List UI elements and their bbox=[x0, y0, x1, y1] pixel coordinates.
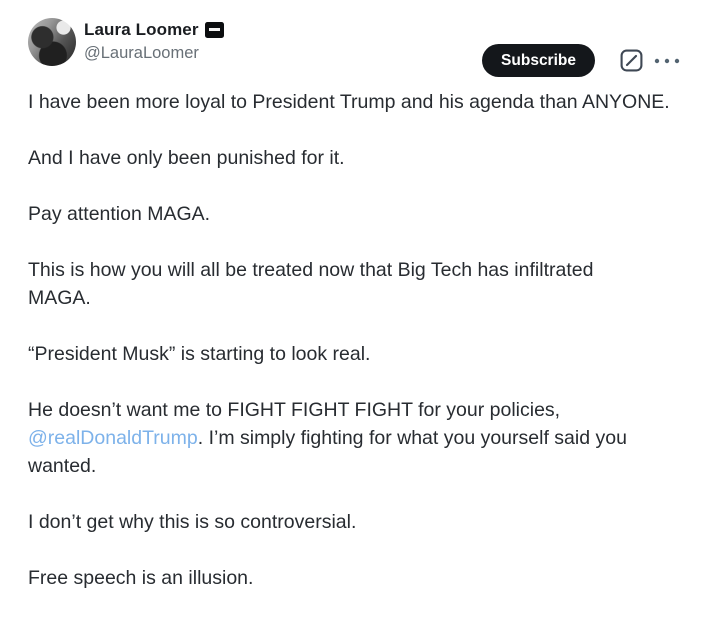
ellipsis-icon bbox=[654, 58, 680, 64]
grok-icon[interactable] bbox=[620, 49, 643, 72]
grok-slash-square-icon bbox=[620, 49, 643, 72]
tweet-text-segment: He doesn’t want me to FIGHT FIGHT FIGHT for your policies, bbox=[28, 399, 561, 421]
profile-avatar[interactable] bbox=[28, 18, 76, 66]
mention-link[interactable]: @realDonaldTrump bbox=[28, 427, 198, 449]
tweet-text-segment: I don’t get why this is so controversial. bbox=[28, 511, 357, 533]
tweet-text-segment: “President Musk” is starting to look real. bbox=[28, 343, 371, 365]
tweet-text-segment: MAGA. bbox=[28, 287, 91, 309]
author-name-block bbox=[84, 19, 224, 63]
tweet-text-segment: Pay attention MAGA. bbox=[28, 203, 211, 225]
affiliate-badge-icon[interactable] bbox=[205, 22, 224, 38]
tweet-text-segment: And I have only been punished for it. bbox=[28, 147, 345, 169]
tweet-header bbox=[28, 18, 693, 69]
tweet-text bbox=[28, 88, 692, 620]
header-actions bbox=[482, 44, 680, 77]
tweet-paragraph bbox=[28, 200, 692, 228]
tweet-text-segment: . I’m simply fighting for what you yourself said you bbox=[197, 427, 627, 449]
author-display-name[interactable]: Laura Loomer bbox=[84, 20, 199, 39]
more-options-button[interactable] bbox=[654, 49, 680, 72]
tweet-text-segment: wanted. bbox=[28, 455, 97, 477]
tweet-text-segment: This is how you will all be treated now that Big Tech has infiltrated bbox=[28, 259, 594, 281]
tweet-text-segment: I have been more loyal to President Trump and his agenda than ANYONE. bbox=[28, 91, 670, 113]
tweet-paragraph bbox=[28, 508, 692, 536]
tweet-paragraph bbox=[28, 564, 692, 592]
tweet-paragraph bbox=[28, 144, 692, 172]
tweet-paragraph bbox=[28, 256, 692, 312]
tweet-paragraph bbox=[28, 340, 692, 368]
tweet-paragraph bbox=[28, 88, 692, 116]
tweet-paragraph bbox=[28, 396, 692, 480]
subscribe-button[interactable]: Subscribe bbox=[482, 44, 595, 77]
author-handle: @LauraLoomer bbox=[84, 44, 199, 62]
tweet-text-segment: Free speech is an illusion. bbox=[28, 567, 254, 589]
